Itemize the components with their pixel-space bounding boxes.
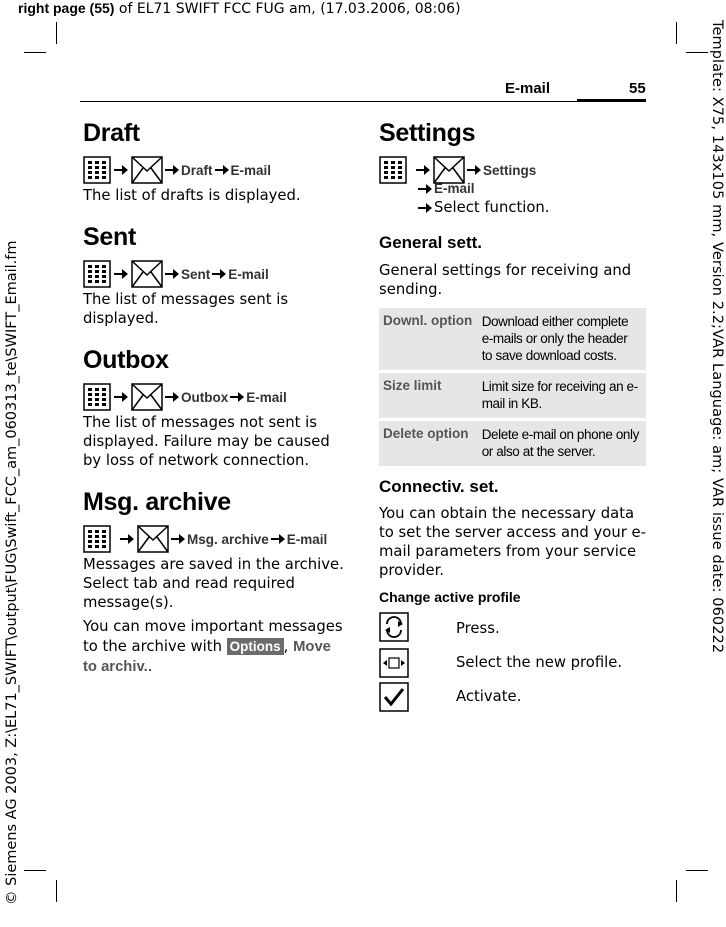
arrow-icon — [230, 391, 244, 403]
nav-path-settings-line3 — [418, 199, 550, 216]
section-title-draft: Draft — [83, 119, 140, 147]
nav-step: Sent — [181, 266, 211, 282]
nav-step: Select function. — [434, 199, 550, 216]
arrow-icon — [416, 164, 430, 176]
draft-description: The list of drafts is displayed. — [83, 187, 301, 204]
envelope-icon — [137, 525, 169, 553]
nav-step: E-mail — [286, 531, 328, 547]
arrow-icon — [271, 533, 285, 545]
nav-path-outbox — [83, 383, 287, 411]
envelope-icon — [131, 383, 163, 411]
copyright-path: © Siemens AG 2003, Z:\EL71_SWIFT\output\FUG\Swift_FCC_am_060313_te\SWIFT_Email.fm — [4, 240, 20, 905]
crop-mark — [24, 870, 46, 871]
menu-grid-icon — [83, 260, 111, 288]
archive-description: Messages are saved in the archive. Select tab and read required message(s). — [83, 556, 344, 611]
arrow-icon — [165, 391, 179, 403]
nav-step: Outbox — [181, 389, 229, 405]
crop-mark — [676, 22, 677, 44]
subsection-title-general: General sett. — [379, 233, 482, 252]
arrow-icon — [165, 164, 179, 176]
refresh-icon — [379, 612, 409, 642]
arrow-icon — [171, 533, 185, 545]
header-tab-bar — [577, 99, 646, 102]
options-softkey[interactable]: Options — [227, 638, 284, 655]
archive-move-hint — [83, 617, 348, 677]
section-title-outbox: Outbox — [83, 346, 169, 374]
crop-mark — [676, 880, 677, 902]
print-header-rest: of EL71 SWIFT FCC FUG am, (17.03.2006, 08:06) — [114, 1, 461, 17]
step-text: Select the new profile. — [456, 654, 623, 671]
nav-path-settings — [379, 156, 536, 184]
nav-path-settings-line2 — [418, 181, 475, 196]
print-header-prefix: right page (55) — [18, 0, 115, 16]
nav-step: E-mail — [230, 162, 272, 178]
menu-grid-icon — [379, 156, 407, 184]
table-row — [379, 372, 646, 420]
nav-step: E-mail — [246, 389, 287, 405]
outbox-description: The list of messages not sent is displayed. Failure may be caused by loss of network connection. — [83, 414, 330, 469]
arrow-icon — [418, 202, 432, 214]
arrow-icon — [114, 268, 128, 280]
crop-mark — [686, 870, 708, 871]
option-description: Download either complete e-mails or only the header to save download costs. — [478, 308, 646, 372]
envelope-icon — [131, 260, 163, 288]
arrow-icon — [215, 164, 229, 176]
option-description: Delete e-mail on phone only or also at the server. — [478, 420, 646, 468]
option-description: Limit size for receiving an e-mail in KB. — [478, 372, 646, 420]
menu-grid-icon — [83, 156, 111, 184]
arrow-icon — [418, 183, 432, 195]
arrow-icon — [467, 164, 481, 176]
arrow-icon — [120, 533, 134, 545]
option-name: Delete option — [379, 420, 478, 468]
nav-key-icon — [379, 648, 409, 678]
connectivity-description: You can obtain the necessary data to set the server access and your e-mail parameters from your service provider. — [379, 505, 646, 579]
change-profile-subhead: Change active profile — [379, 589, 521, 605]
arrow-icon — [212, 268, 226, 280]
step-text: Press. — [456, 620, 500, 637]
step-text: Activate. — [456, 688, 522, 705]
menu-grid-icon — [83, 525, 111, 553]
envelope-icon — [433, 156, 465, 184]
sent-description: The list of messages sent is displayed. — [83, 291, 289, 327]
section-title-sent: Sent — [83, 223, 136, 251]
nav-path-sent — [83, 260, 269, 288]
nav-step: Msg. archive — [187, 531, 269, 547]
crop-mark — [686, 52, 708, 53]
template-info: Template: X75, 143x105 mm, Version 2.2;VAR Language: am; VAR issue date: 060222 — [709, 20, 725, 654]
move-to-archive-action[interactable]: Move to archiv. — [83, 639, 331, 675]
hint-suffix: . — [147, 658, 153, 675]
nav-path-archive — [83, 525, 327, 553]
crop-mark — [56, 22, 57, 44]
nav-step: E-mail — [434, 181, 475, 196]
option-name: Downl. option — [379, 308, 478, 372]
hint-text: You can move important messages to the archive with — [83, 618, 343, 655]
header-rule — [80, 101, 646, 102]
section-title-archive: Msg. archive — [83, 488, 231, 516]
nav-step: Settings — [483, 162, 537, 178]
checkmark-icon — [379, 682, 409, 712]
option-name: Size limit — [379, 372, 478, 420]
section-title-settings: Settings — [379, 119, 476, 147]
print-header — [18, 0, 461, 17]
nav-path-draft — [83, 156, 271, 184]
separator: , — [283, 638, 294, 655]
general-description: General settings for receiving and sending. — [379, 262, 632, 298]
arrow-icon — [114, 164, 128, 176]
running-header-label: E-mail — [505, 80, 551, 97]
general-settings-table — [379, 308, 646, 469]
nav-step: Draft — [181, 162, 213, 178]
nav-step: E-mail — [228, 266, 269, 282]
menu-grid-icon — [83, 383, 111, 411]
envelope-icon — [131, 156, 163, 184]
table-row — [379, 420, 646, 468]
arrow-icon — [114, 391, 128, 403]
subsection-title-connectivity: Connectiv. set. — [379, 477, 499, 496]
table-row — [379, 308, 646, 372]
page-number: 55 — [629, 80, 646, 97]
crop-mark — [24, 52, 46, 53]
arrow-icon — [165, 268, 179, 280]
crop-mark — [56, 880, 57, 902]
